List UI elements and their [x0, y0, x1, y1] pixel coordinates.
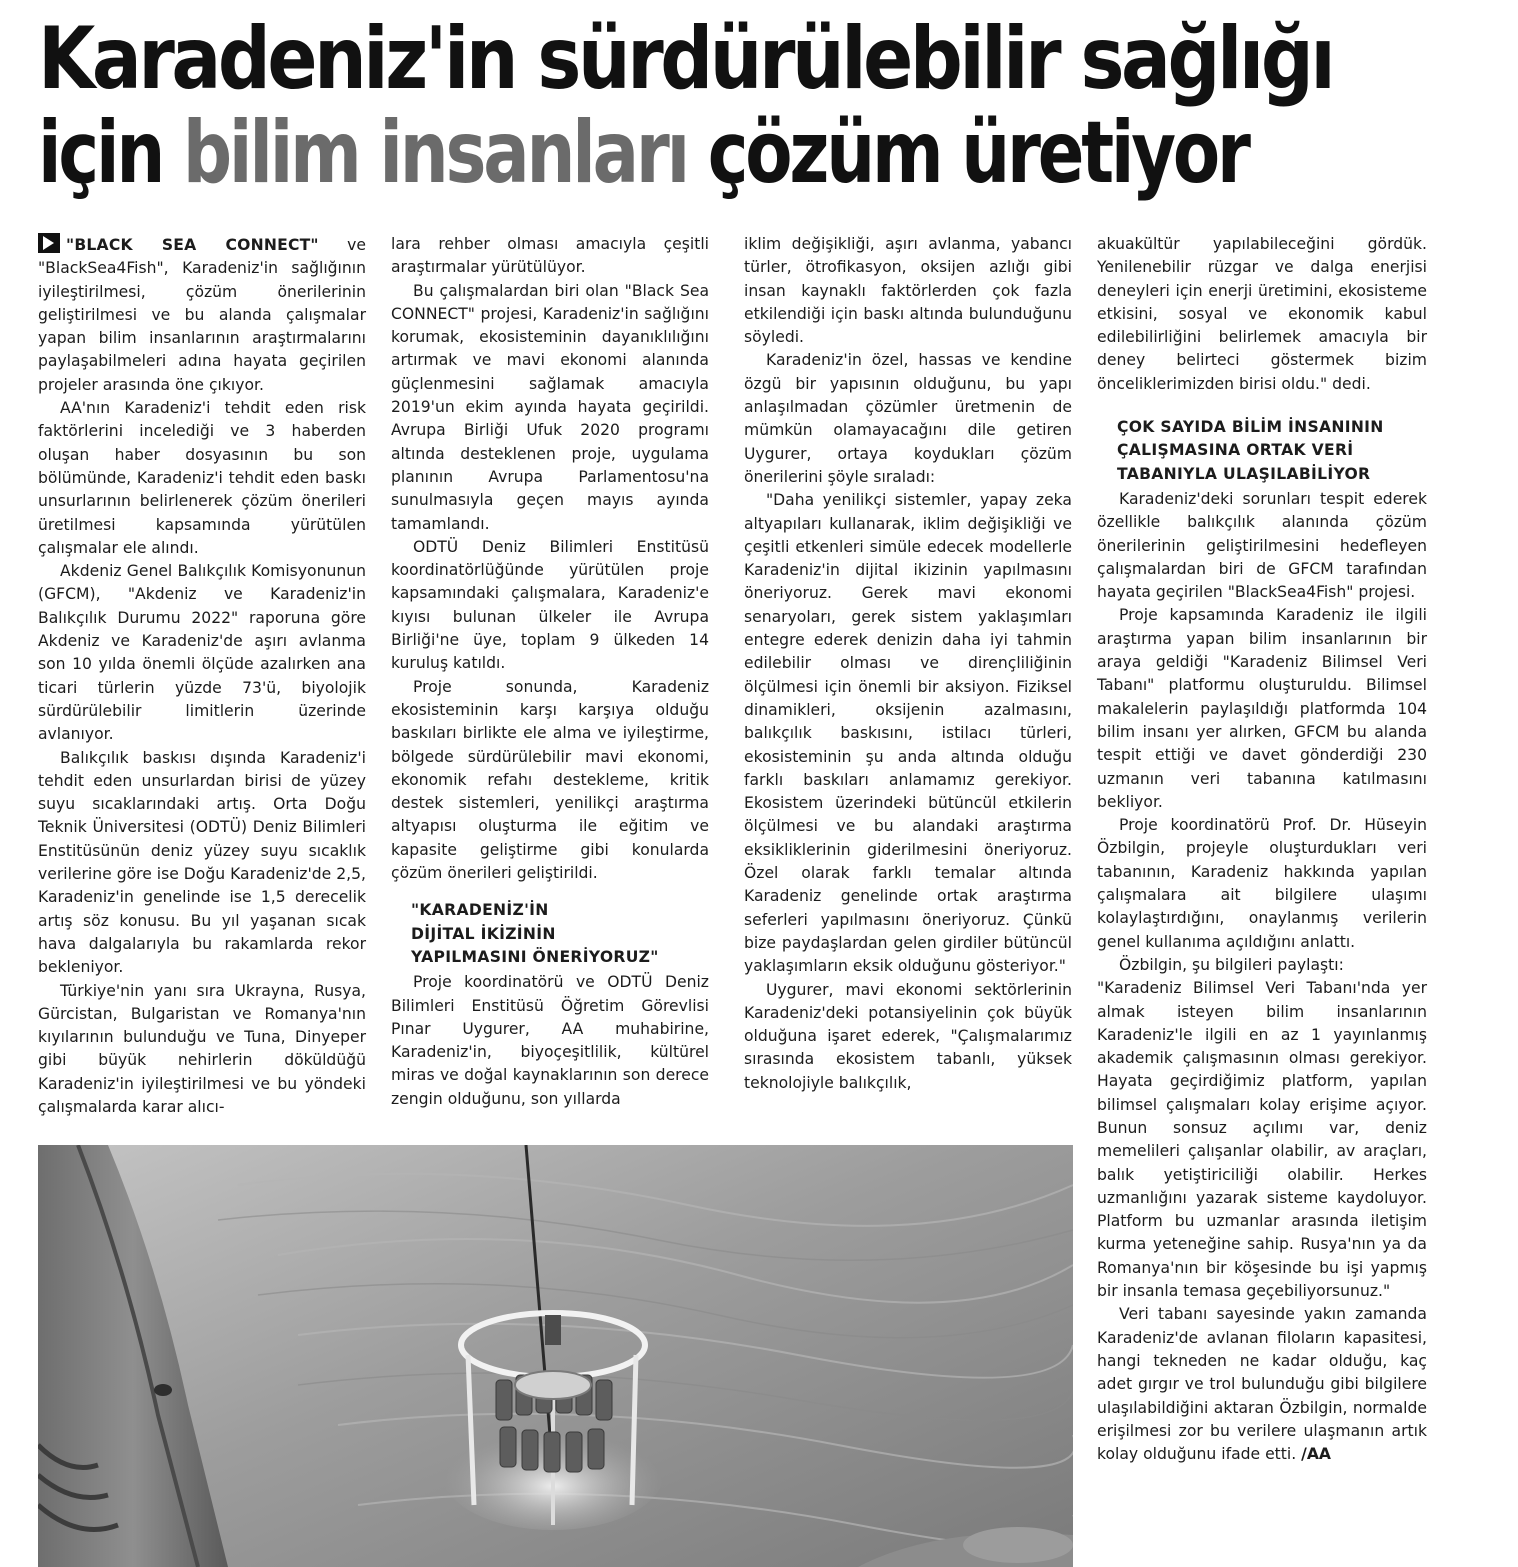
paragraph: Proje koordinatörü Prof. Dr. Hüseyin Özbilgin, projeyle oluşturdukları veri tabanının, Karadeniz hakkında yapılan çalışmalara ait bilgilere ulaşımı kolaylaştırdığını, onaylanmış verilerin genel kullanıma açıldığını anlattı. — [1097, 816, 1427, 951]
column-1 — [38, 233, 366, 1119]
paragraph: "Daha yenilikçi sistemler, yapay zeka altyapıları kullanarak, iklim değişikliği ve çeşitli etkenleri simüle edecek modellerle Karadeniz'in dijital ikizinin yapılmasını öneriyoruz. Gerek mavi ekonomi senaryoları, gerek sistem yaklaşımları entegre ederek denizin daha iyi tahmin edilebilir olması ve dirençliliğinin ölçülmesi için önemli bir aksiyon. Fiziksel dinamikleri, oksijenin azalmasını, balıkçılık baskısını, istilacı türleri, ekosisteminin şu anda altında olduğu farklı baskıları anlamamız gerekiyor. Ekosistem üzerindeki bütüncül etkilerin ölçülmesi ve bu alandaki araştırma eksikliklerinin giderilmesini öneriyoruz. Özel olarak farklı temalar altında Karadeniz genelinde ortak araştırma seferleri yapılmasını öneriyoruz. Çünkü bize paydaşlardan gelen girdiler bütüncül yaklaşımların eksik olduğunu gösteriyor." — [744, 491, 1072, 976]
lead-bold: "BLACK SEA CONNECT" — [66, 236, 319, 254]
sea-sampler-photo — [38, 1145, 1073, 1567]
paragraph: Bu çalışmalardan biri olan "Black Sea CONNECT" projesi, Karadeniz'in sağlığını korumak, ekosisteminin dayanıklılığını artırmak ve mavi ekonomi alanında güçlenmesini sağlamak amacıyla 2019'un ekim ayında hayata geçirildi. Avrupa Birliği Ufuk 2020 programı altında desteklenen proje, uygulama planının Avrupa Parlamentosu'na sunulmasıyla geçen mayıs ayında tamamlandı. — [391, 281, 709, 533]
subheading-line: "KARADENİZ'İN — [411, 901, 549, 920]
paragraph: Özbilgin, şu bilgileri paylaştı: — [1119, 955, 1344, 974]
paragraph: akuakültür yapılabileceğini gördük. Yenilenebilir rüzgar ve dalga enerjisi deneyleri için enerji üretimini, ekosisteme etkisini, sosyal ve ekonomik kabul edilebilirliğini belirlemek amacıyla bir deney belirteci göstermek bizim önceliklerimizden birisi oldu." dedi. — [1097, 235, 1427, 393]
paragraph: Proje kapsamında Karadeniz ile ilgili araştırma yapan bilim insanlarının bir araya geldiği "Karadeniz Bilimsel Veri Tabanı" platformu oluşturuldu. Bilimsel makalelerin paylaşıldığı platformda 104 bilim insanı yer alırken, GFCM bu alanda tespit ettiği ve davet gönderdiği 230 uzmanın veri tabanına katılmasını bekliyor. — [1097, 606, 1427, 811]
column-4 — [1097, 233, 1427, 1466]
subheading-line: YAPILMASINI ÖNERİYORUZ" — [411, 947, 659, 966]
headline-highlight: bilim insanları — [182, 103, 687, 203]
subheading-line: TABANIYLA ULAŞILABİLİYOR — [1117, 464, 1371, 483]
paragraph: Uygurer, mavi ekonomi sektörlerinin Karadeniz'deki potansiyelinin çok büyük olduğuna işaret ederek, "Çalışmalarımız sırasında ekosistem tabanlı, yüksek teknolojiyle balıkçılık, — [744, 980, 1072, 1092]
paragraph: Karadeniz'in özel, hassas ve kendine özgü bir yapısının olduğunu, bu yapı anlaşılmadan çözümler üretmenin de mümkün olamayacağını dile getiren Uygurer, ortaya koydukları çözüm önerilerini şöyle sıraladı: — [744, 351, 1072, 486]
column-3 — [744, 233, 1072, 1095]
paragraph: ve "BlackSea4Fish", Karadeniz'in sağlığının iyileştirilmesi, çözüm önerilerinin geliştirilmesi ve bu alanda çalışmalar yapan bilim insanlarının araştırmalarını paylaşabilmeleri adına hayata geçirilen projeler arasında öne çıkıyor. — [38, 236, 366, 394]
headline — [38, 9, 1498, 203]
subheading-line: DİJİTAL İKİZİNİN — [411, 924, 556, 943]
paragraph: Veri tabanı sayesinde yakın zamanda Karadeniz'de avlanan filoların kapasitesi, hangi tekneden ne kadar olduğu, kaç adet gırgır ve trol bulunduğu gibi bilgilere ulaşılabildiğini aktaran Özbilgin, normalde erişilmesi zor bu verilere ulaşmanın artık kolay olduğunu ifade etti. — [1097, 1305, 1427, 1464]
subheading-line: ÇALIŞMASINA ORTAK VERİ — [1117, 441, 1354, 460]
paragraph: Akdeniz Genel Balıkçılık Komisyonunun (GFCM), "Akdeniz ve Karadeniz'in Balıkçılık Durumu 2022" raporuna göre Akdeniz ve Karadeniz'de aşırı avlanma son 10 yılda önemli ölçüde azalırken ana ticari türlerin yüzde 73'ü, biyolojik sürdürülebilir limitlerin üzerinde avlanıyor. — [38, 562, 366, 744]
subheading-line: ÇOK SAYIDA BİLİM İNSANININ — [1117, 418, 1384, 437]
column-2 — [391, 233, 709, 1111]
headline-part-a: için — [38, 103, 183, 203]
paragraph: Balıkçılık baskısı dışında Karadeniz'i tehdit eden unsurlardan birisi de yüzey suyu sıcaklarındaki artış. Orta Doğu Teknik Üniversitesi (ODTÜ) Deniz Bilimleri Enstitüsünün deniz yüzey suyu sıcaklık verilerine göre ise Doğu Karadeniz'de 2,5, Karadeniz'in genelinde ise 1,5 derecelik artış söz konusu. Bu yıl yaşanan sıcak hava dalgalarıyla bu rakamlarda rekor bekleniyor. — [38, 748, 366, 977]
byline: /AA — [1301, 1445, 1331, 1464]
paragraph: ODTÜ Deniz Bilimleri Enstitüsü koordinatörlüğünde yürütülen proje kapsamındaki çalışmalara, Karadeniz'e kıyısı bulunan ülkeler ile Avrupa Birliği'ne üye, toplam 9 ülkeden 14 kuruluş katıldı. — [391, 537, 709, 673]
paragraph: AA'nın Karadeniz'i tehdit eden risk faktörlerini incelediği ve 3 haberden oluşan haber dosyasının bu son bölümünde, Karadeniz'i tehdit eden baskı unsurlarının belirlenerek çözüm önerileri üretilmesi kapsamında yürütülen çalışmalar ele alındı. — [38, 399, 366, 557]
subheading-database — [1117, 416, 1427, 486]
paragraph: iklim değişikliği, aşırı avlanma, yabancı türler, ötrofikasyon, oksijen azlığı gibi insan kaynaklı faktörlerden çok fazla etkilendiği için baskı altında bulunduğunu söyledi. — [744, 235, 1072, 347]
paragraph: lara rehber olması amacıyla çeşitli araştırmalar yürütülüyor. — [391, 235, 709, 277]
subheading-digital-twin — [411, 899, 709, 969]
headline-line-2 — [38, 103, 1248, 203]
paragraph: Proje sonunda, Karadeniz ekosisteminin karşı karşıya olduğu baskıları birlikte ele alma ve iyileştirme, bölgede sürdürülebilir mavi ekonomi, ekonomik refahı destekleme, kritik destek sistemleri, yenilikçi araştırma altyapısı oluşturma ile eğitim ve kapasite geliştirme gibi konularda çözüm önerileri geliştirildi. — [391, 677, 709, 883]
closing-paragraph — [1097, 1303, 1427, 1466]
arrow-right-icon — [38, 233, 60, 253]
paragraph: Karadeniz'deki sorunları tespit ederek özellikle balıkçılık alanında çözüm önerilerinin geliştirilmesini hedefleyen çalışmalardan biri de GFCM tarafından hayata geçirilen "BlackSea4Fish" projesi. — [1097, 489, 1427, 602]
headline-line-1: Karadeniz'in sürdürülebilir sağlığı — [38, 9, 1333, 109]
headline-part-b: çözüm üretiyor — [686, 103, 1248, 203]
lead-paragraph — [38, 233, 366, 397]
paragraph-quote: "Karadeniz Bilimsel Veri Tabanı'nda yer almak isteyen bilim insanlarının Karadeniz'le ilgili en az 1 yayınlanmış akademik çalışmasının olması gerekiyor. Hayata geçirdiğimiz platform, yapılan bilimsel çalışmaları kolay erişime açıyor. Bunun sonsuz açılımı var, deniz memelileri çalışanlar olabilir, av araçları, balık yetiştiriciliği olabilir. Herkes uzmanlığını yazarak sisteme kaydoluyor. Platform bu uzmanlar arasında iletişim kurma yeteneğine sahip. Rusya'nın ya da Romanya'nın bir köşesinde bu işi yapmış bir insanla temasa geçebiliyorsunuz." — [1097, 979, 1427, 1301]
paragraph: Türkiye'nin yanı sıra Ukrayna, Rusya, Gürcistan, Bulgaristan ve Romanya'nın kıyılarının bulunduğu ve Tuna, Dinyeper gibi büyük nehirlerin döküldüğü Karadeniz'in iyileştirilmesi ve bu yöndeki çalışmalarda karar alıcı- — [38, 981, 366, 1116]
article-photo — [38, 1145, 1073, 1567]
paragraph: Proje koordinatörü ve ODTÜ Deniz Bilimleri Enstitüsü Öğretim Görevlisi Pınar Uygurer, AA muhabirine, Karadeniz'in, biyoçeşitlilik, kültürel miras ve doğal kaynaklarının son derece zengin olduğunu, son yıllarda — [391, 973, 709, 1108]
